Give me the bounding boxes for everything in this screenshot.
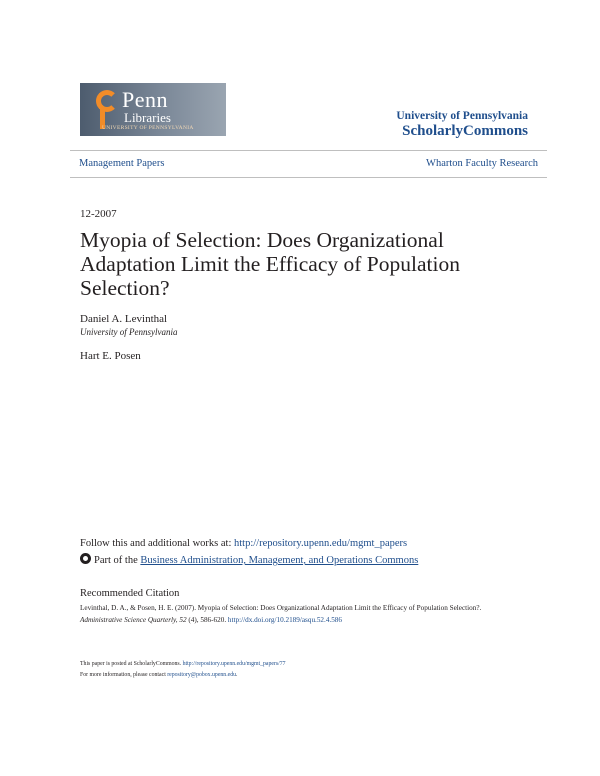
paper-title: Myopia of Selection: Does Organizational Adaptation Limit the Efficacy of Population Selection? <box>80 228 460 300</box>
recommended-citation-heading: Recommended Citation <box>80 588 180 599</box>
penn-libraries-logo[interactable] <box>80 83 226 136</box>
logo-word-university: UNIVERSITY OF PENNSYLVANIA <box>102 125 194 131</box>
citation-part2: (4), 586-620. <box>186 616 228 624</box>
wharton-faculty-research-link[interactable]: Wharton Faculty Research <box>426 158 538 169</box>
author-name: Daniel A. Levinthal <box>80 313 168 325</box>
doi-link[interactable]: http://dx.doi.org/10.2189/asqu.52.4.586 <box>227 616 342 624</box>
citation-part1: Levinthal, D. A., & Posen, H. E. (2007). Myopia of Selection: Does Organizational Adaptation Limit the Efficacy of Population Selection?. <box>80 604 482 612</box>
publication-date: 12-2007 <box>80 208 117 220</box>
follow-label: Follow this and additional works at: <box>80 538 232 549</box>
footer-contact-text: For more information, please contact <box>80 672 168 678</box>
footer-contact-line <box>80 672 237 678</box>
author-name: Hart E. Posen <box>80 350 141 362</box>
management-papers-link[interactable]: Management Papers <box>79 158 165 169</box>
citation-journal: Administrative Science Quarterly, 52 <box>80 616 187 624</box>
collection-nav <box>70 150 547 178</box>
author-affiliation: University of Pennsylvania <box>80 327 178 337</box>
business-commons-link[interactable]: Business Administration, Management, and Operations Commons <box>140 555 419 566</box>
brand-scholarlycommons: ScholarlyCommons <box>402 123 528 139</box>
part-of-line <box>80 553 418 566</box>
footer-contact-end: . <box>236 672 238 678</box>
citation-text <box>80 602 520 626</box>
logo-word-libraries: Libraries <box>124 110 171 125</box>
footer-email-link[interactable]: repository@pobox.upenn.edu <box>167 672 237 678</box>
footer-posted-text: This paper is posted at ScholarlyCommons. <box>80 661 183 667</box>
follow-line <box>80 538 407 549</box>
footer-paper-link[interactable]: http://repository.upenn.edu/mgmt_papers/77 <box>182 661 286 667</box>
follow-url-link[interactable]: http://repository.upenn.edu/mgmt_papers <box>234 538 408 549</box>
part-of-label: Part of the <box>94 555 138 566</box>
logo-word-penn: Penn <box>122 87 168 112</box>
footer-posted-line <box>80 661 286 667</box>
scholarly-commons-brand[interactable] <box>396 110 528 140</box>
commons-network-icon <box>80 553 91 564</box>
brand-university: University of Pennsylvania <box>396 110 528 122</box>
